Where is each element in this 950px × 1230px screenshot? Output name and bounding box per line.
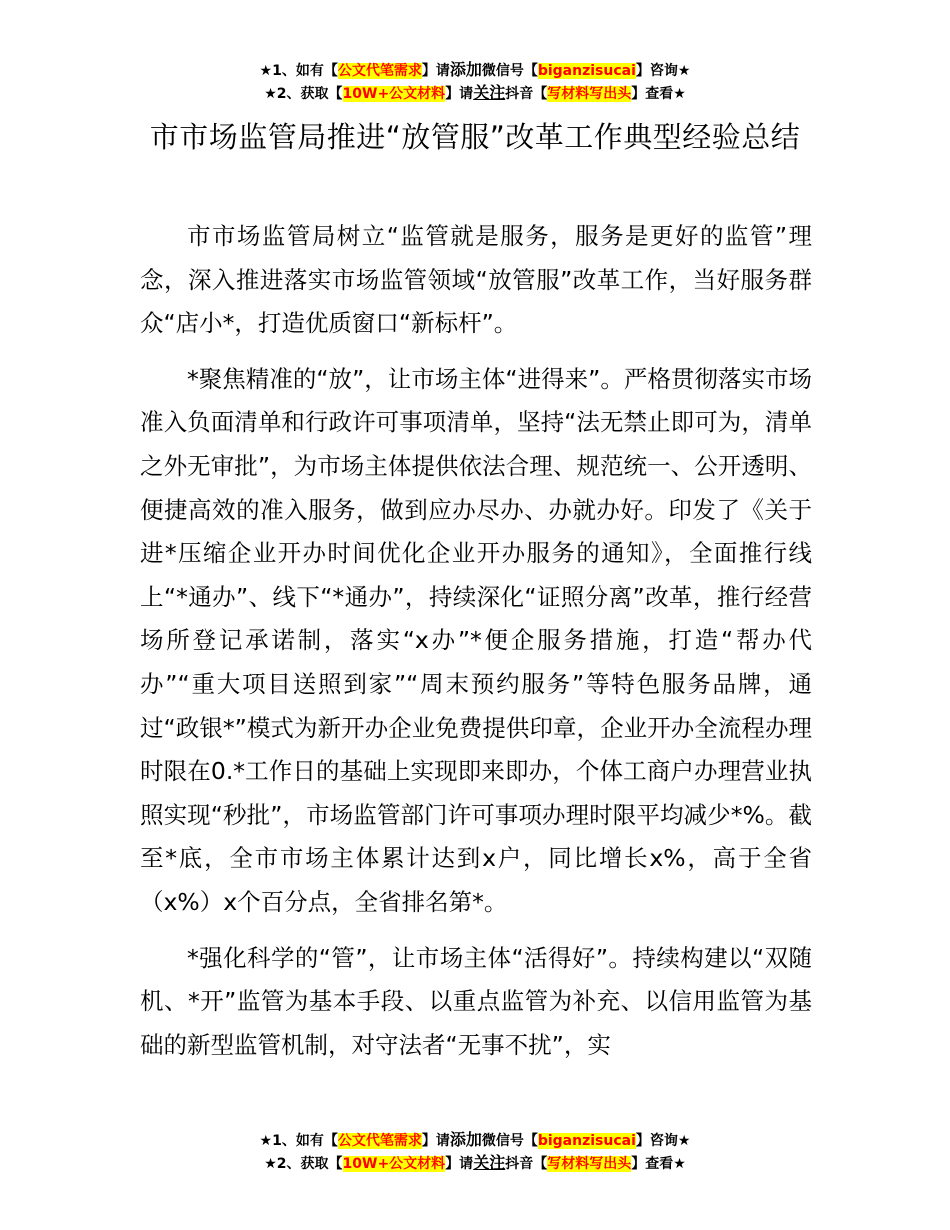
banner-highlight: 写材料写出头 [547,1156,632,1172]
banner-emphasis: 添加 [449,1130,482,1149]
banner-text: 抖音【 [505,1156,548,1172]
banner-text: 抖音【 [505,86,548,102]
banner-text: 微信号【 [481,63,538,79]
banner-highlight: biganzisucai [537,63,636,79]
document-body [140,215,812,1079]
banner-highlight: 10W+公文材料 [342,86,446,102]
banner-line-1 [0,1128,950,1151]
paragraph-guan: *强化科学的“管”，让市场主体“活得好”。持续构建以“双随机、*开”监管为基本手段、以重点监管为补充、以信用监管为基础的新型监管机制，对守法者“无事不扰”，实 [140,943,812,1059]
paragraph-intro: 市市场监管局树立“监管就是服务，服务是更好的监管”理念，深入推进落实市场监管领域“放管服”改革工作，当好服务群众“店小*，打造优质窗口“新标杆”。 [140,222,812,338]
banner-emphasis: 添加 [449,60,482,79]
banner-text: 】咨询★ [635,63,691,79]
banner-text: ★2、获取【 [264,86,343,102]
banner-text: 】查看★ [631,86,686,102]
banner-text: 】请 [421,63,450,79]
banner-text: 微信号【 [481,1133,538,1149]
banner-emphasis: 关注 [473,1153,506,1172]
banner-line-1 [0,58,950,81]
banner-text: 】查看★ [631,1156,686,1172]
top-banner [0,58,950,104]
banner-highlight: 写材料写出头 [547,86,632,102]
banner-highlight: 公文代笔需求 [337,63,422,79]
document-title: 市市场监管局推进“放管服”改革工作典型经验总结 [149,120,801,154]
banner-text: 】请 [445,1156,474,1172]
banner-text: ★1、如有【 [259,1133,338,1149]
banner-highlight: 10W+公文材料 [342,1156,446,1172]
banner-line-2 [0,81,950,104]
banner-text: 】请 [445,86,474,102]
banner-text: ★2、获取【 [264,1156,343,1172]
paragraph-fang: *聚焦精准的“放”，让市场主体“进得来”。严格贯彻落实市场准入负面清单和行政许可事项清单，坚持“法无禁止即可为，清单之外无审批”，为市场主体提供依法合理、规范统一、公开透明、便捷高效的准入服务，做到应办尽办、办就办好。印发了《关于进*压缩企业开办时间优化企业开办服务的通知》，全面推行线上“*通办”、线下“*通办”，持续深化“证照分离”改革，推行经营场所登记承诺制，落实“x办”*便企服务措施，打造“帮办代办”“重大项目送照到家”“周末预约服务”等特色服务品牌，通过“政银*”模式为新开办企业免费提供印章，企业开办全流程办理时限在0.*工作日的基础上实现即来即办，个体工商户办理营业执照实现“秒批”，市场监管部门许可事项办理时限平均减少*%。截至*底，全市市场主体累计达到x户，同比增长x%，高于全省（x%）x个百分点，全省排名第*。 [140,364,812,916]
banner-highlight: 公文代笔需求 [337,1133,422,1149]
banner-emphasis: 关注 [473,83,506,102]
banner-text: 】咨询★ [635,1133,691,1149]
banner-highlight: biganzisucai [537,1133,636,1149]
banner-text: 】请 [421,1133,450,1149]
banner-line-2 [0,1151,950,1174]
bottom-banner [0,1128,950,1174]
banner-text: ★1、如有【 [259,63,338,79]
